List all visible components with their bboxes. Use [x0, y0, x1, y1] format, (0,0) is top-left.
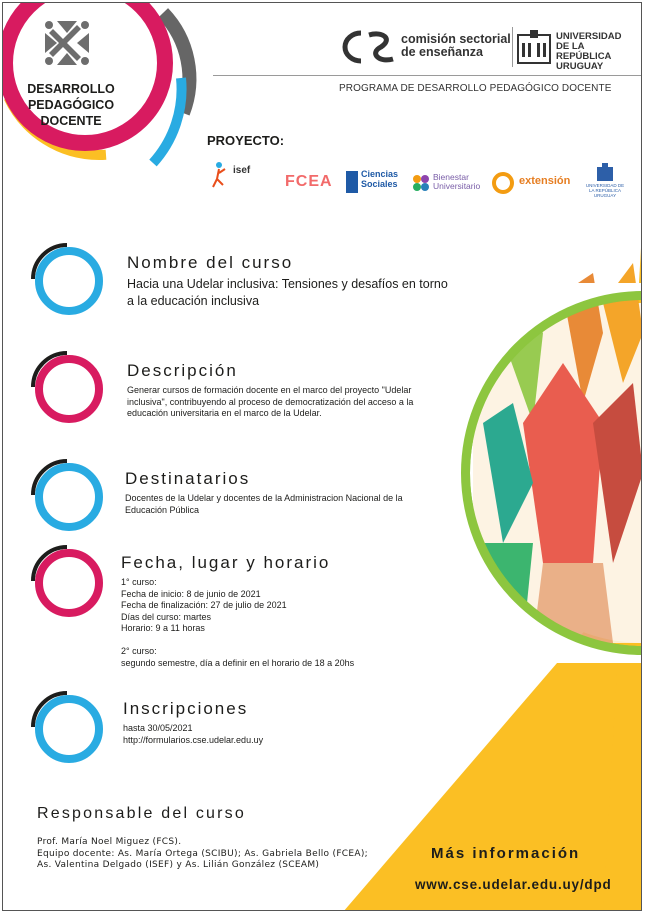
poster: [2, 2, 642, 911]
fecha-marker-icon: [27, 541, 107, 621]
inscripciones-text: [123, 723, 383, 746]
mas-informacion-label: Más información: [431, 845, 581, 862]
cse-line-2: de enseñanza: [401, 45, 483, 59]
destinatarios-line-1: Docentes de la Udelar y docentes de la Administracion Nacional de la: [125, 493, 403, 503]
inscripciones-marker-icon: [27, 687, 107, 767]
fcea-logo: FCEA: [285, 173, 333, 190]
logo-line-3: DOCENTE: [40, 114, 102, 128]
descripcion-line-1: Generar cursos de formación docente en el marco del proyecto "Udelar: [127, 385, 412, 395]
descripcion-line-2: inclusiva", contribuyendo al proceso de democratización del acceso a la: [127, 396, 414, 407]
fecha-title: Fecha, lugar y horario: [121, 553, 331, 572]
logo-line-2: PEDAGÓGICO: [27, 98, 115, 112]
cse-line-1: comisión sectorial: [401, 32, 511, 46]
fecha-line-3: Fecha de finalización: 27 de julio de 2021: [121, 600, 287, 610]
fecha-line-1: 1° curso:: [121, 577, 157, 587]
info-url-link[interactable]: www.cse.udelar.edu.uy/dpd: [415, 877, 612, 892]
bienestar-label: Bienestar Universitario: [433, 172, 481, 191]
fecha-line-2: Fecha de inicio: 8 de junio de 2021: [121, 588, 261, 599]
responsable-text: [37, 837, 397, 872]
isef-label: isef: [233, 165, 251, 176]
destinatarios-line-2: Educación Pública: [125, 504, 200, 515]
udelar-line-1: UNIVERSIDAD: [556, 31, 622, 42]
nombre-line-1: Hacia una Udelar inclusiva: Tensiones y desafíos en torno: [127, 277, 448, 291]
fecha-line-8: segundo semestre, día a definir en el horario de 18 a 20hs: [121, 657, 355, 668]
fecha-line-6: [121, 635, 441, 647]
ccss-label: Ciencias Sociales: [361, 169, 399, 189]
inscripciones-title: Inscripciones: [123, 699, 249, 718]
nombre-line-2: a la educación inclusiva: [127, 294, 260, 308]
responsable-title: Responsable del curso: [37, 805, 246, 822]
udelar-line-2: DE LA REPÚBLICA: [556, 41, 612, 62]
destinatarios-text: [125, 493, 445, 516]
responsable-line-2: Equipo docente: As. María Ortega (SCIBU); As. Gabriela Bello (FCEA);: [37, 848, 368, 859]
descripcion-title: Descripción: [127, 361, 238, 380]
nombre-text: [127, 276, 507, 310]
responsable-line-1: Prof. María Noel Miguez (FCS).: [37, 837, 182, 847]
fecha-text: [121, 577, 441, 669]
descripcion-marker-icon: [27, 347, 107, 427]
udelar-small-label: UNIVERSIDAD DE LA REPÚBLICA URUGUAY: [585, 183, 625, 198]
inscripciones-deadline: hasta 30/05/2021: [123, 723, 193, 733]
program-name: PROGRAMA DE DESARROLLO PEDAGÓGICO DOCENTE: [339, 83, 612, 94]
nombre-title: Nombre del curso: [127, 253, 294, 272]
fecha-line-4: Días del curso: martes: [121, 611, 212, 622]
udelar-line-3: URUGUAY: [556, 61, 604, 72]
nombre-marker-icon: [27, 239, 107, 319]
descripcion-text: [127, 385, 447, 420]
circle-mask: [443, 283, 642, 663]
fecha-line-7: 2° curso:: [121, 646, 157, 656]
proyecto-label: PROYECTO:: [207, 133, 285, 148]
fecha-line-5: Horario: 9 a 11 horas: [121, 623, 205, 633]
inscripciones-link[interactable]: http://formularios.cse.udelar.edu.uy: [123, 734, 264, 745]
logo-line-1: DESARROLLO: [27, 82, 115, 96]
descripcion-line-3: educación universitaria en el marco de la Udelar.: [127, 408, 322, 418]
extension-label: extensión: [519, 175, 571, 187]
destinatarios-title: Destinatarios: [125, 469, 251, 488]
destinatarios-marker-icon: [27, 455, 107, 535]
responsable-line-3: As. Valentina Delgado (ISEF) y As. Lilián González (SCEAM): [37, 860, 320, 870]
